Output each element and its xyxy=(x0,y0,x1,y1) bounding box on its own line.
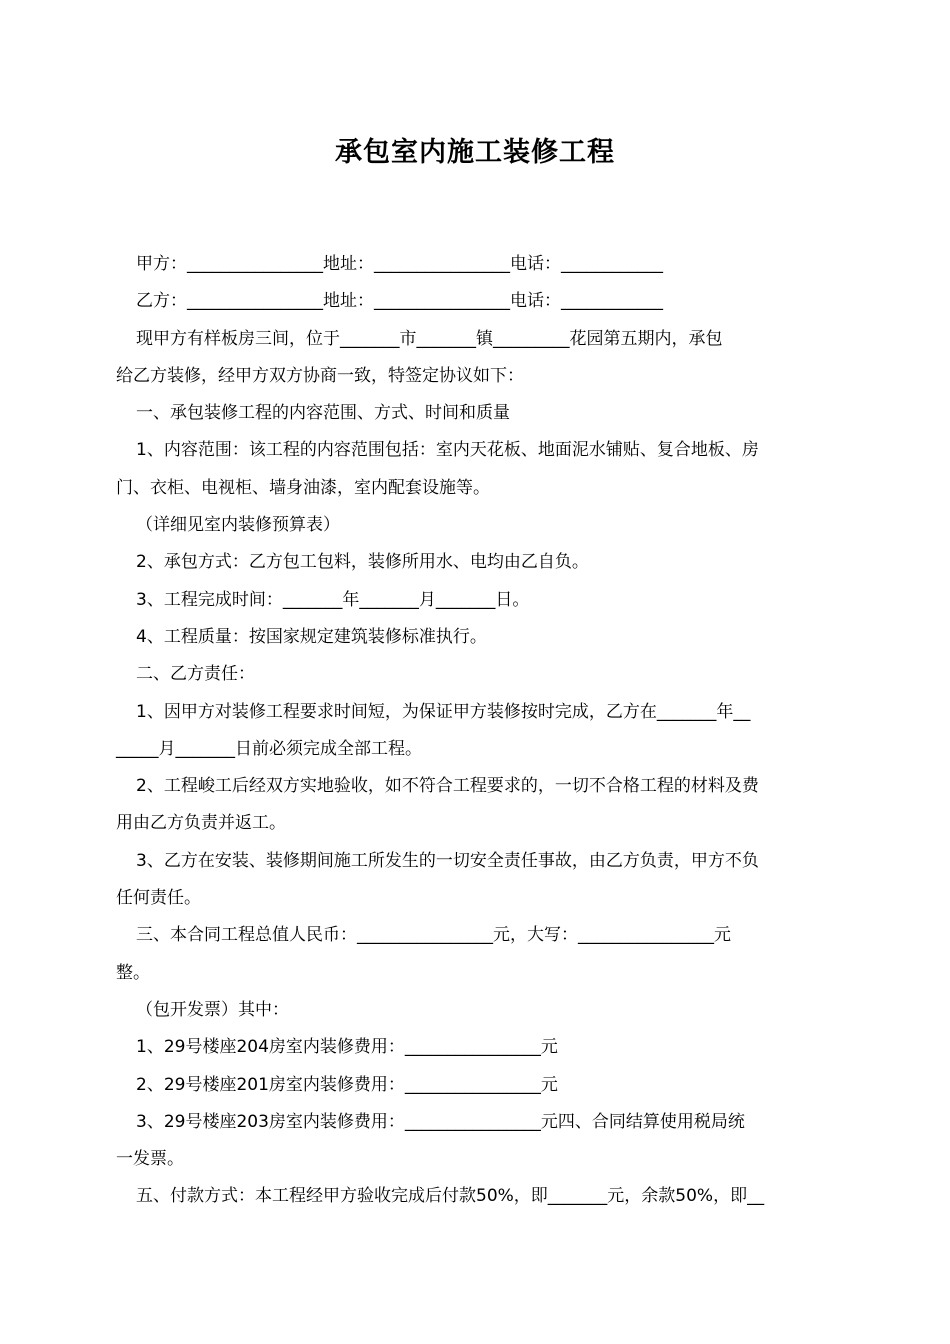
paragraph-line: 门、衣柜、电视柜、墙身油漆，室内配套设施等。 xyxy=(116,477,490,498)
paragraph-line: 1、内容范围：该工程的内容范围包括：室内天花板、地面泥水铺贴、复合地板、房 xyxy=(136,440,759,461)
document-body xyxy=(116,246,836,1216)
paragraph-line: 1、因甲方对装修工程要求时间短，为保证甲方装修按时完成，乙方在_______年__ xyxy=(136,701,751,722)
paragraph-line: 1、29号楼座204房室内装修费用：________________元 xyxy=(136,1037,558,1058)
paragraph-line: 给乙方装修，经甲方双方协商一致，特签定协议如下： xyxy=(116,365,524,386)
paragraph-line: （包开发票）其中： xyxy=(136,999,289,1020)
paragraph-line: 一发票。 xyxy=(116,1149,184,1170)
paragraph-line: 任何责任。 xyxy=(116,888,201,909)
party-a-line: 甲方：________________地址：________________电话：____________ xyxy=(136,254,663,274)
section-heading: 五、付款方式：本工程经甲方验收完成后付款50%，即_______元，余款50%，即__ xyxy=(136,1186,765,1207)
paragraph-line: 用由乙方负责并返工。 xyxy=(116,813,286,834)
paragraph-line: 现甲方有样板房三间，位于_______市_______镇_________花园第五期内，承包 xyxy=(136,328,723,349)
paragraph-line: 2、承包方式：乙方包工包料，装修所用水、电均由乙自负。 xyxy=(136,552,589,573)
paragraph-line: （详细见室内装修预算表） xyxy=(136,515,340,536)
section-heading: 一、承包装修工程的内容范围、方式、时间和质量 xyxy=(136,403,510,424)
paragraph-line: 3、乙方在安装、装修期间施工所发生的一切安全责任事故，由乙方负责，甲方不负 xyxy=(136,850,759,871)
paragraph-line: _____月_______日前必须完成全部工程。 xyxy=(116,738,422,759)
paragraph-line: 4、工程质量：按国家规定建筑装修标准执行。 xyxy=(136,626,487,647)
section-heading: 二、乙方责任： xyxy=(136,664,255,685)
section-heading: 三、本合同工程总值人民币：________________元，大写：________________元 xyxy=(136,925,731,946)
party-b-line: 乙方：________________地址：________________电话：____________ xyxy=(136,291,663,312)
paragraph-line: 3、工程完成时间：_______年_______月_______日。 xyxy=(136,589,530,610)
paragraph-line: 3、29号楼座203房室内装修费用：________________元四、合同结算使用税局统 xyxy=(136,1111,745,1132)
document-title: 承包室内施工装修工程 xyxy=(335,137,615,168)
paragraph-line: 2、29号楼座201房室内装修费用：________________元 xyxy=(136,1074,558,1095)
paragraph-line: 2、工程峻工后经双方实地验收，如不符合工程要求的，一切不合格工程的材料及费 xyxy=(136,776,759,797)
paragraph-line: 整。 xyxy=(116,962,150,983)
